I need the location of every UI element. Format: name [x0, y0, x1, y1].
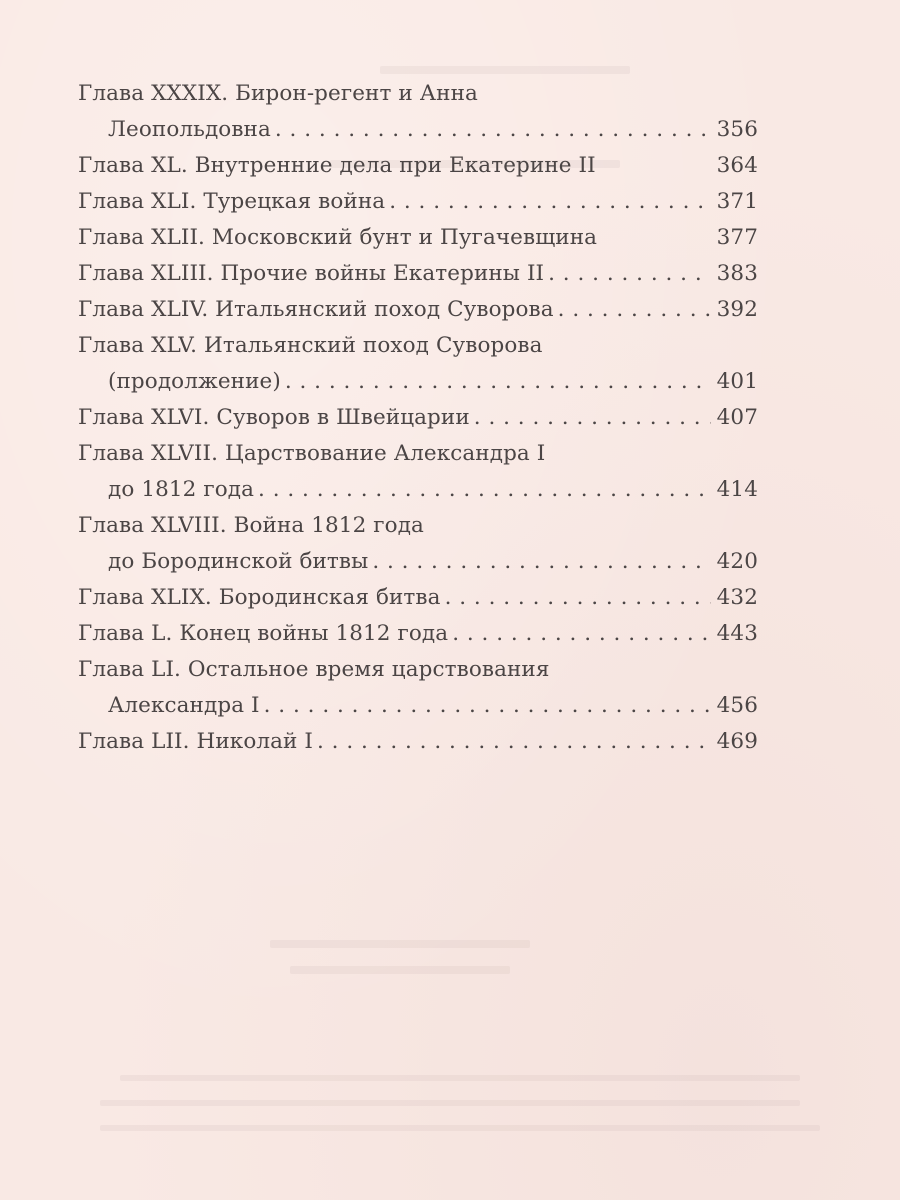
dot-leader [285, 364, 711, 400]
show-through-mark [270, 940, 530, 948]
toc-entry [78, 256, 758, 292]
chapter-title-line [78, 580, 758, 616]
chapter-title: Глава XLIII. Прочие войны Екатерины II [78, 261, 545, 286]
dot-leader [372, 544, 710, 580]
page-number: 443 [716, 621, 758, 646]
chapter-title: Глава XL. Внутренние дела при Екатерине II [78, 153, 596, 178]
chapter-title: Леопольдовна [108, 117, 271, 142]
page-number: 401 [716, 369, 758, 394]
page-number: 356 [716, 117, 758, 142]
chapter-title: Глава XLV. Итальянский поход Суворова [78, 333, 543, 358]
page-number: 414 [716, 477, 758, 502]
chapter-title: Глава XLVIII. Война 1812 года [78, 513, 424, 538]
chapter-title: Глава XLIX. Бородинская битва [78, 585, 441, 610]
toc-entry [78, 148, 758, 184]
show-through-mark [100, 1125, 820, 1131]
chapter-title-line [78, 220, 758, 256]
chapter-title-line [78, 508, 758, 544]
chapter-title-continuation [78, 688, 758, 724]
dot-leader [474, 400, 711, 436]
chapter-title-line [78, 436, 758, 472]
chapter-title: Глава L. Конец войны 1812 года [78, 621, 449, 646]
chapter-title-continuation [78, 544, 758, 580]
chapter-title: Глава XLII. Московский бунт и Пугачевщина [78, 225, 598, 250]
show-through-mark [290, 966, 510, 974]
page-number: 456 [716, 693, 758, 718]
chapter-title: Глава XLVII. Царствование Александра I [78, 441, 546, 466]
chapter-title: Глава LII. Николай I [78, 729, 313, 754]
chapter-title-continuation [78, 472, 758, 508]
dot-leader [445, 580, 711, 616]
page-number: 392 [716, 297, 758, 322]
toc-entry [78, 400, 758, 436]
chapter-title: до 1812 года [108, 477, 255, 502]
page-number: 364 [716, 153, 758, 178]
chapter-title-line [78, 256, 758, 292]
dot-leader [452, 616, 710, 652]
chapter-title: Глава XLI. Турецкая война [78, 189, 386, 214]
chapter-title-continuation [78, 364, 758, 400]
chapter-title-line [78, 724, 758, 760]
chapter-title-line [78, 76, 758, 112]
page-number: 371 [716, 189, 758, 214]
chapter-title-line [78, 652, 758, 688]
dot-leader [264, 688, 711, 724]
page-number: 407 [716, 405, 758, 430]
toc-entry [78, 616, 758, 652]
chapter-title: Глава XLVI. Суворов в Швейцарии [78, 405, 470, 430]
show-through-mark [380, 66, 630, 74]
dot-leader [258, 472, 711, 508]
chapter-title: Александра I [108, 693, 260, 718]
chapter-title-line [78, 148, 758, 184]
toc-entry [78, 76, 758, 148]
toc-entry [78, 580, 758, 616]
chapter-title-continuation [78, 112, 758, 148]
page-number: 383 [716, 261, 758, 286]
toc-entry [78, 508, 758, 580]
page-number: 469 [716, 729, 758, 754]
toc-entry [78, 292, 758, 328]
page-number: 432 [716, 585, 758, 610]
toc-entry [78, 328, 758, 400]
chapter-title-line [78, 328, 758, 364]
chapter-title-line [78, 292, 758, 328]
page-number: 420 [716, 549, 758, 574]
toc-entry [78, 184, 758, 220]
chapter-title: до Бородинской битвы [108, 549, 369, 574]
dot-leader [389, 184, 710, 220]
chapter-title: Глава LI. Остальное время царствования [78, 657, 550, 682]
toc-entry [78, 724, 758, 760]
chapter-title-line [78, 400, 758, 436]
table-of-contents [78, 76, 758, 760]
toc-entry [78, 436, 758, 508]
chapter-title: Глава XXXIX. Бирон-регент и Анна [78, 81, 478, 106]
dot-leader [275, 112, 711, 148]
chapter-title: (продолжение) [108, 369, 281, 394]
dot-leader [317, 724, 711, 760]
dot-leader [548, 256, 711, 292]
toc-entry [78, 220, 758, 256]
page-number: 377 [716, 225, 758, 250]
chapter-title-line [78, 616, 758, 652]
toc-entry [78, 652, 758, 724]
dot-leader [558, 292, 711, 328]
show-through-mark [120, 1075, 800, 1081]
chapter-title-line [78, 184, 758, 220]
show-through-mark [100, 1100, 800, 1106]
chapter-title: Глава XLIV. Итальянский поход Суворова [78, 297, 554, 322]
